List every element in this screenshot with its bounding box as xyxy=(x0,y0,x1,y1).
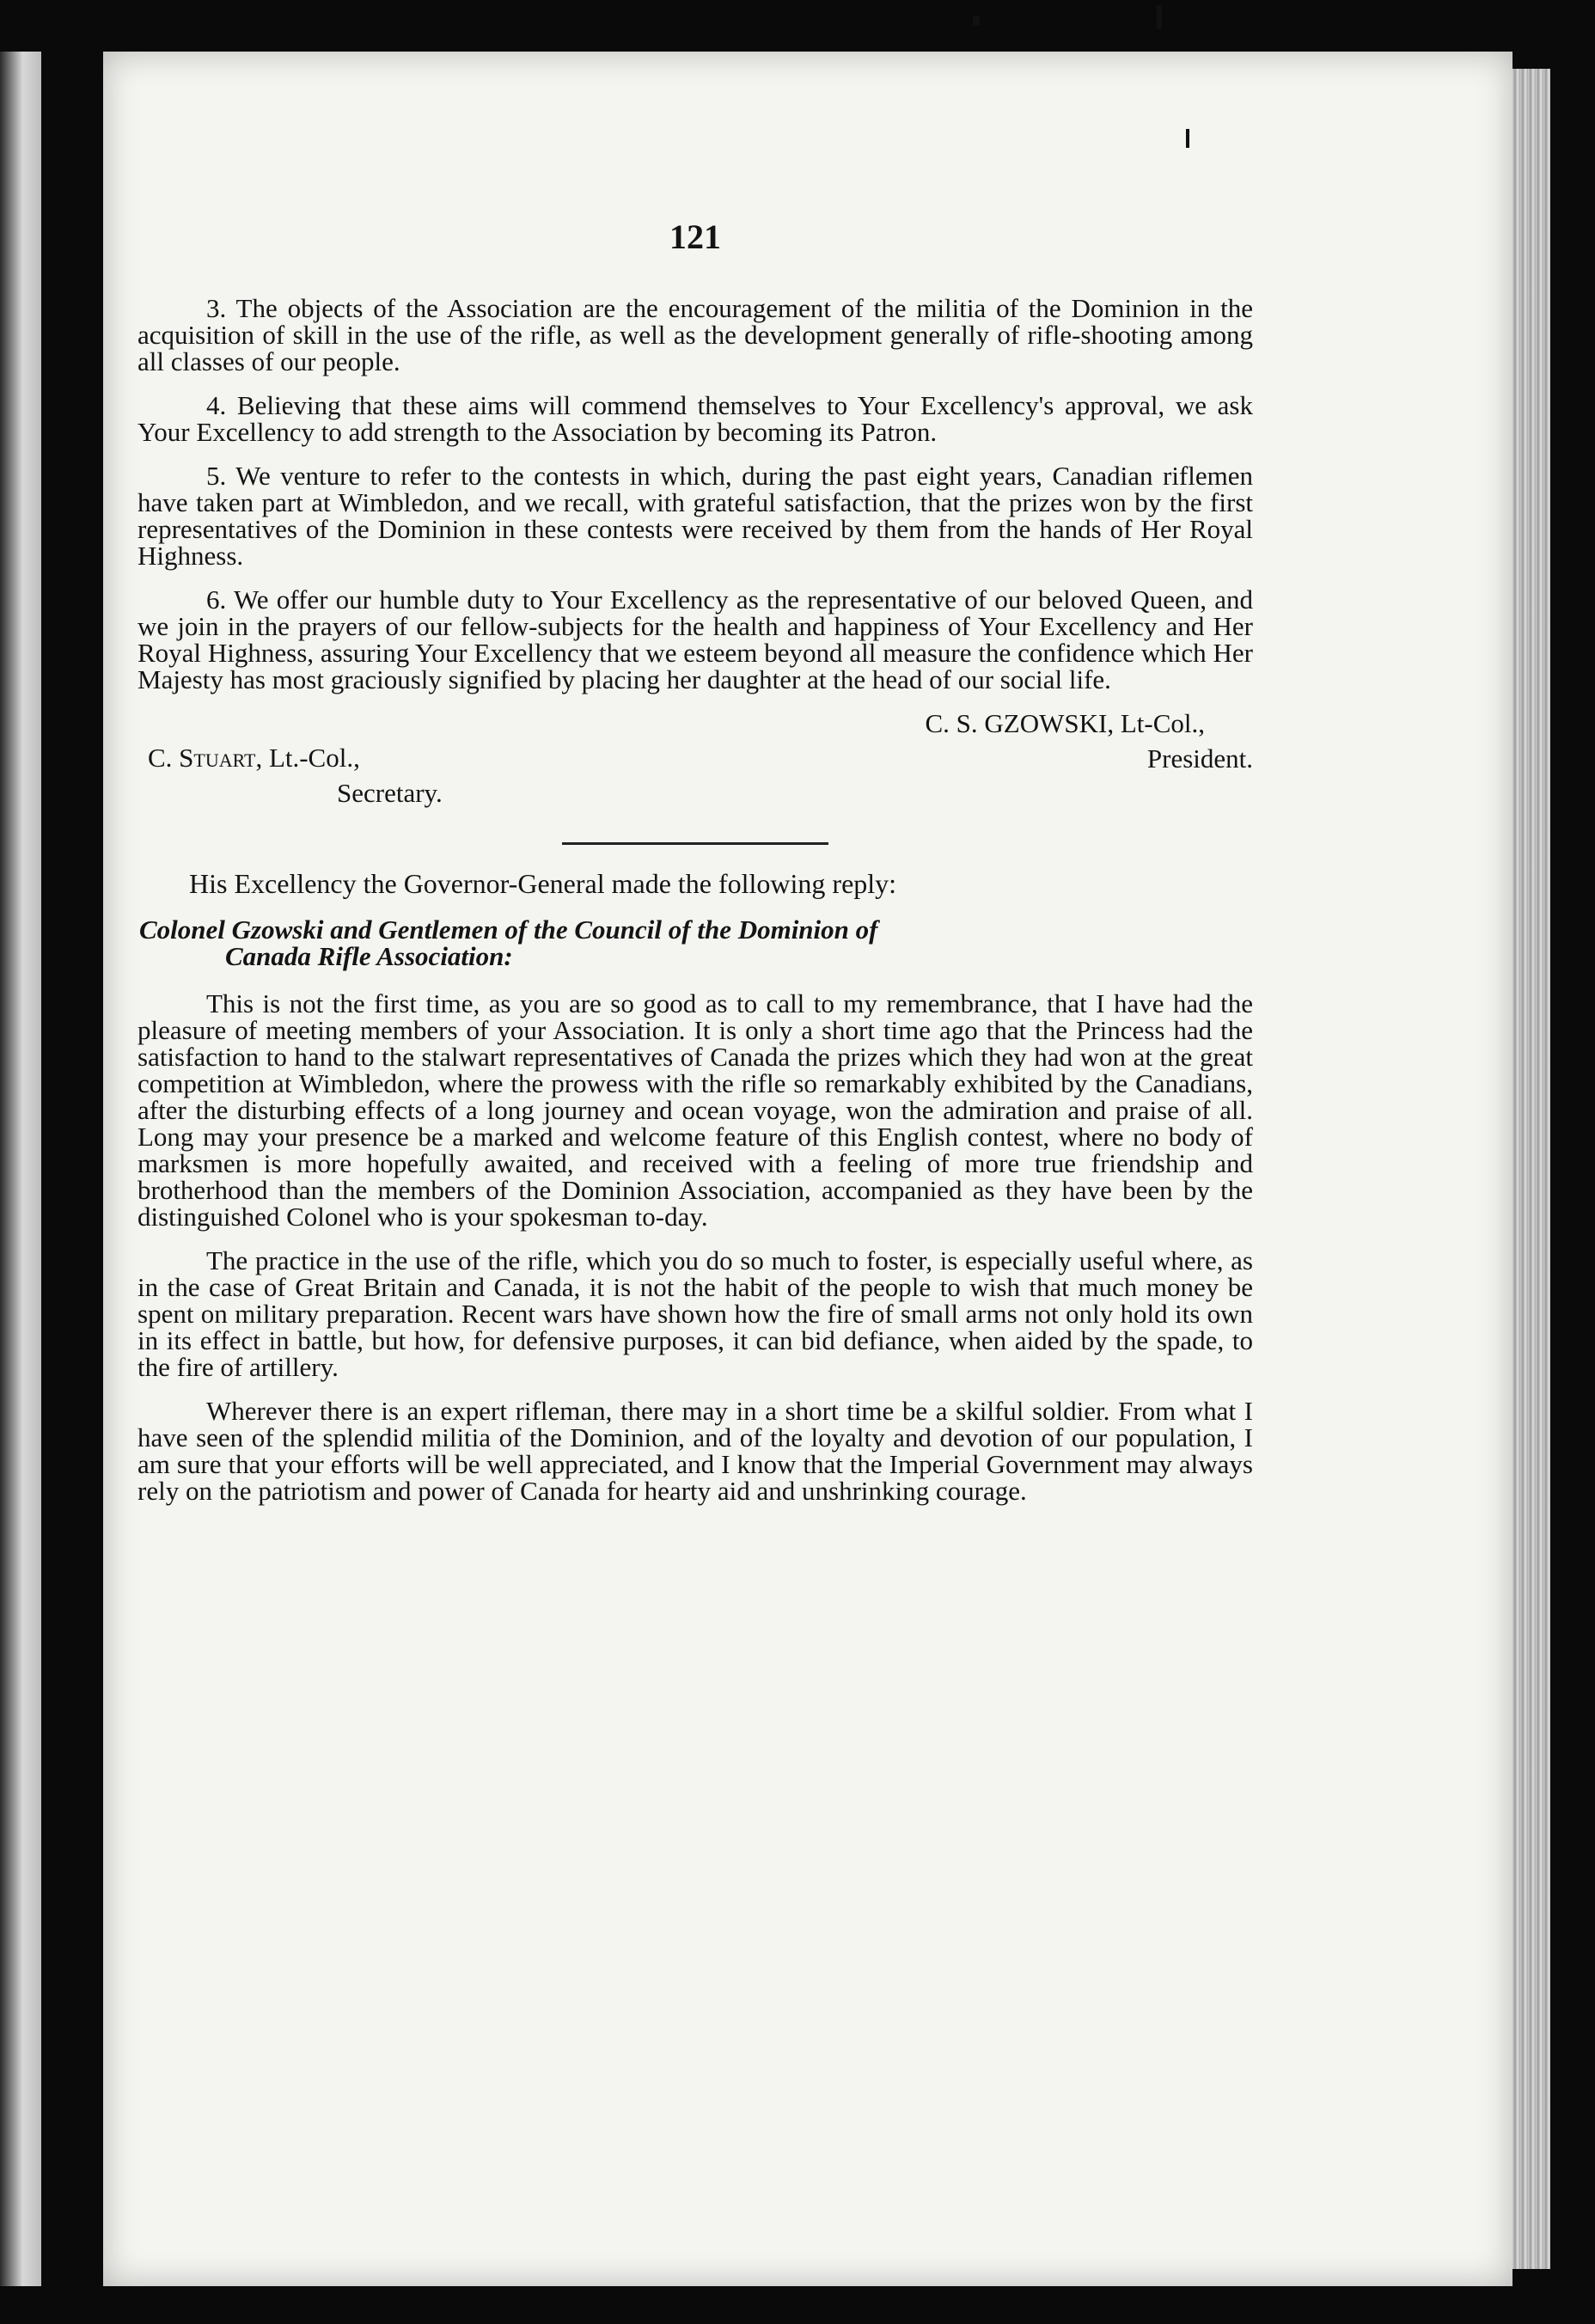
secretary-signature xyxy=(148,744,629,806)
secretary-name xyxy=(148,744,629,771)
right-page-edge xyxy=(1512,69,1550,2269)
scan-speck xyxy=(1186,129,1189,148)
section-divider xyxy=(562,842,828,845)
address-paragraph-4: 4. Believing that these aims will commend themselves to Your Excellency's approval, we ask Your Excellency to add strength to the Association by becoming its Patron. xyxy=(138,390,1253,447)
salutation-line-1: Colonel Gzowski and Gentlemen of the Council of the Dominion of xyxy=(139,914,878,945)
reply-paragraph-3: Wherever there is an expert rifleman, there may in a short time be a skilful soldier. From what I have seen of the splendid militia of the Dominion, and of the loyalty and devotion of our population, I am sure that your efforts will be well appreciated, and I know that the Imperial Government may always rely on the patriotism and power of Canada for hearty aid and unshrinking courage. xyxy=(138,1396,1253,1506)
signature-block xyxy=(138,710,1253,811)
secretary-name-rest: tuart xyxy=(193,743,256,773)
president-title: President. xyxy=(1146,743,1253,774)
left-page-edge xyxy=(0,52,41,2286)
page-number: 121 xyxy=(669,217,721,256)
secretary-rank: , Lt.-Col., xyxy=(255,743,360,773)
president-signature xyxy=(758,708,1253,774)
address-paragraph-5: 5. We venture to refer to the contests in which, during the past eight years, Canadian riflemen have taken part at Wimbledon, and we recall, with grateful satisfaction, that the prizes won by the first representatives of the Dominion in these contests were received by them from the hands of Her Royal Highness. xyxy=(138,461,1253,571)
reply-salutation xyxy=(138,916,1253,969)
reply-paragraph-2: The practice in the use of the rifle, which you do so much to foster, is especially useful where, as in the case of Great Britain and Canada, it is not the habit of the people to wish that much money be spent on military preparation. Recent wars have shown how the fire of small arms not only hold its own in its effect in battle, but how, for defensive purposes, it can bid defiance, when aided by the spade, to the fire of artillery. xyxy=(138,1245,1253,1382)
reply-intro: His Excellency the Governor-General made the following reply: xyxy=(189,868,897,899)
secretary-name-first: C. S xyxy=(148,743,194,773)
scan-speck xyxy=(973,15,980,26)
president-name: C. S. GZOWSKI, Lt-Col., xyxy=(925,708,1205,738)
scan-speck xyxy=(1157,5,1162,29)
secretary-title: Secretary. xyxy=(337,778,443,808)
salutation-line-2: Canada Rifle Association: xyxy=(225,941,513,971)
address-paragraph-3: 3. The objects of the Association are the encouragement of the militia of the Dominion in the acquisition of skill in the use of the rifle, as well as the development generally of rifle-shooting among all classes of our people. xyxy=(138,293,1253,376)
reply-paragraph-1: This is not the first time, as you are so good as to call to my remembrance, that I have had the pleasure of meeting members of your Association. It is only a short time ago that the Princess had the satisfaction to hand to the stalwart representatives of Canada the prizes which they had won at the great competition at Wimbledon, where the prowess with the rifle so remarkably exhibited by the Canadians, after the disturbing effects of a long journey and ocean voyage, won the admiration and praise of all. Long may your presence be a marked and welcome feature of this English contest, where no body of marksmen is more hopefully awaited, and received with a feeling of more true friendship and brotherhood than the members of the Dominion Association, accompanied as they have been by the distinguished Colonel who is your spokesman to-day. xyxy=(138,988,1253,1232)
address-paragraph-6: 6. We offer our humble duty to Your Excellency as the representative of our beloved Queen, and we join in the prayers of our fellow-subjects for the health and happiness of Your Excellency and Her Royal Highness, assuring Your Excellency that we esteem beyond all measure the confidence which Her Majesty has most graciously signified by placing her daughter at the head of our social life. xyxy=(138,584,1253,694)
page-content xyxy=(138,217,1253,1521)
